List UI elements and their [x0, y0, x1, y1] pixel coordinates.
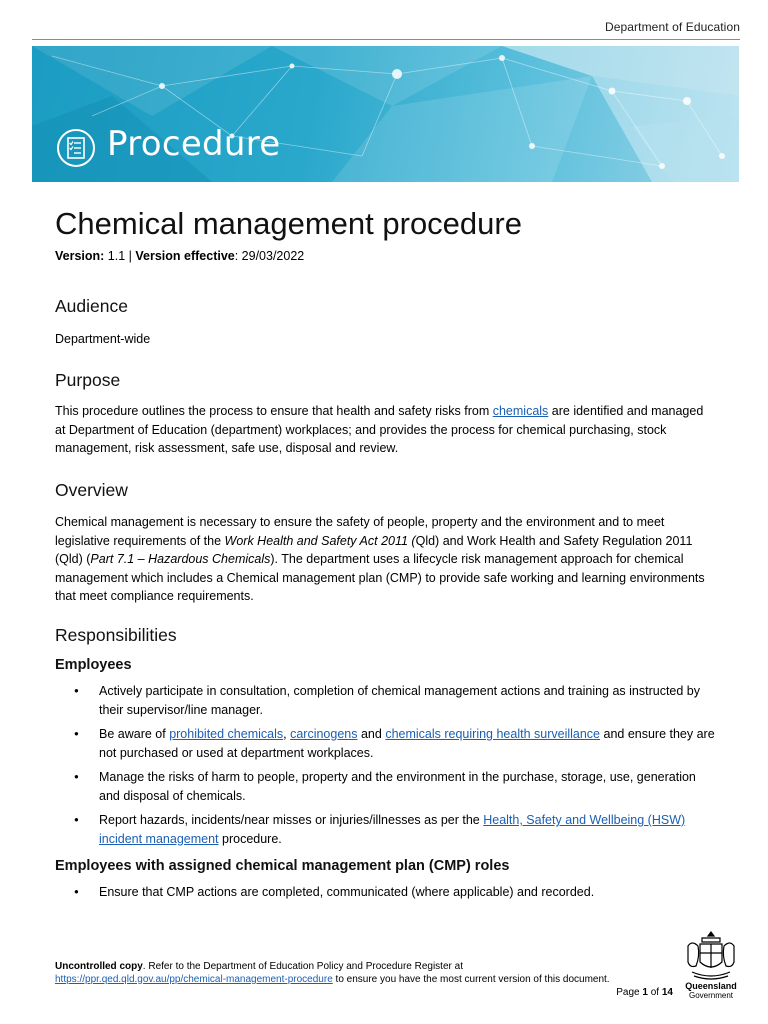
- purpose-text: This procedure outlines the process to ensure that health and safety risks from chemicals are identified and managed at Department of Education (department) workplaces; and provides the process for chemical purchasing, stock management, risk assessment, safe use, disposal and review.: [55, 404, 704, 455]
- list-item: ● Actively participate in consultation, completion of chemical management actions and training as instructed by their supervisor/line manager.: [55, 682, 719, 719]
- hsw-incident-management-link[interactable]: Health, Safety and Wellbeing (HSW) incident management: [99, 813, 686, 846]
- list-item: ● Be aware of prohibited chemicals, carcinogens and chemicals requiring health surveillance and ensure they are not purchased or used at department workplaces.: [55, 725, 719, 762]
- list-item: ● Report hazards, incidents/near misses or injuries/illnesses as per the Health, Safety and Wellbeing (HSW) incident management procedure.: [55, 811, 719, 848]
- page-title: Chemical management procedure: [55, 206, 522, 241]
- procedure-banner: [32, 46, 739, 182]
- effective-value: : 29/03/2022: [234, 249, 305, 263]
- checklist-document-icon: [56, 128, 96, 168]
- version-value: 1.1 |: [104, 249, 136, 263]
- cmp-roles-list: [55, 883, 719, 908]
- list-item: ● Ensure that CMP actions are completed, communicated (where applicable) and recorded.: [55, 883, 719, 902]
- cmp-roles-heading: Employees with assigned chemical management plan (CMP) roles: [55, 858, 510, 874]
- prohibited-chemicals-link[interactable]: prohibited chemicals: [169, 727, 284, 741]
- health-surveillance-link[interactable]: chemicals requiring health surveillance: [385, 727, 601, 741]
- list-item: ● Manage the risks of harm to people, property and the environment in the purchase, storage, use, generation and disposal of chemicals.: [55, 768, 719, 805]
- version-line: [55, 249, 304, 263]
- queensland-crest-icon: [680, 928, 742, 982]
- audience-text: Department-wide: [55, 332, 151, 346]
- carcinogens-link[interactable]: carcinogens: [290, 727, 358, 741]
- department-name: Department of Education: [604, 20, 740, 34]
- purpose-heading: Purpose: [55, 370, 121, 390]
- page-number: Page 1 of 14: [616, 987, 673, 998]
- chemicals-link[interactable]: chemicals: [492, 404, 549, 418]
- footer-notice: Uncontrolled copy. Refer to the Department of Education Policy and Procedure Register at https://ppr.qed.qld.gov.au/pp/chemical-management-procedure to ensure you have the most current version of this document.: [55, 961, 610, 985]
- employees-heading: Employees: [55, 657, 132, 673]
- logo-text-queensland: Queensland: [685, 981, 737, 991]
- banner-title: Procedure: [107, 124, 281, 164]
- queensland-government-logo: [680, 928, 742, 1006]
- responsibilities-heading: Responsibilities: [55, 625, 177, 645]
- audience-heading: Audience: [55, 296, 128, 316]
- logo-text-government: Government: [688, 991, 734, 1000]
- header-divider: [32, 39, 740, 40]
- uncontrolled-copy-label: Uncontrolled copy: [55, 961, 143, 972]
- employees-responsibilities-list: [55, 682, 719, 854]
- overview-heading: Overview: [55, 480, 128, 500]
- overview-text: Chemical management is necessary to ensure the safety of people, property and the environment and to meet legislative requirements of the Work Health and Safety Act 2011 (Qld) and Work Health and Safety Regulation 2011 (Qld) (Part 7.1 – Hazardous Chemicals). The department uses a lifecycle risk management approach for chemical management which includes a Chemical management plan (CMP) to provide safe working and learning environments that meet compliance requirements.: [55, 515, 705, 603]
- ppr-url-link[interactable]: https://ppr.qed.qld.gov.au/pp/chemical-management-procedure: [55, 973, 333, 985]
- effective-label: Version effective: [135, 249, 235, 263]
- version-label: Version:: [55, 249, 105, 263]
